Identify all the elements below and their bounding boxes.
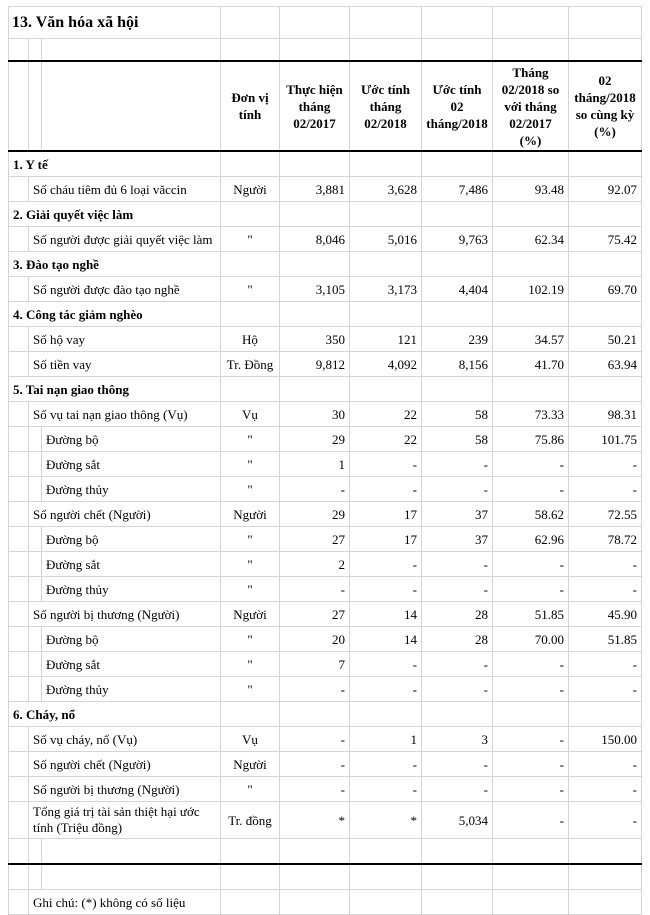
cell-c1: 350 xyxy=(280,327,350,352)
cell-c1: - xyxy=(280,677,350,702)
row-unit: " xyxy=(221,577,280,602)
row-unit: Tr. đồng xyxy=(221,802,280,839)
row-unit: " xyxy=(221,552,280,577)
cell-c3: - xyxy=(422,577,493,602)
cell-c2: - xyxy=(350,577,422,602)
cell-c2: * xyxy=(350,802,422,839)
cell-c4: - xyxy=(493,802,569,839)
cell-c5: 50.21 xyxy=(569,327,642,352)
table-row xyxy=(9,402,642,427)
cell-c3: - xyxy=(422,452,493,477)
table-row xyxy=(9,427,642,452)
cell-c2: - xyxy=(350,452,422,477)
header-unit: Đơn vị tính xyxy=(221,61,280,151)
row-unit: Vụ xyxy=(221,402,280,427)
cell-c4: - xyxy=(493,652,569,677)
cell-c2: - xyxy=(350,677,422,702)
cell-c5: - xyxy=(569,752,642,777)
table-row xyxy=(9,802,642,839)
table-row xyxy=(9,677,642,702)
note-row xyxy=(9,890,642,915)
cell-c2: - xyxy=(350,477,422,502)
row-unit: " xyxy=(221,477,280,502)
cell-c3: - xyxy=(422,652,493,677)
cell-c1: - xyxy=(280,752,350,777)
table-row xyxy=(9,727,642,752)
row-label: Số vụ cháy, nổ (Vụ) xyxy=(29,727,221,752)
section-title: 3. Đào tạo nghề xyxy=(9,252,221,277)
cell-c2: 5,016 xyxy=(350,227,422,252)
section-row xyxy=(9,252,642,277)
cell-c2: 22 xyxy=(350,402,422,427)
row-label: Số hộ vay xyxy=(29,327,221,352)
cell-c4: 62.34 xyxy=(493,227,569,252)
cell-c2: 17 xyxy=(350,502,422,527)
cell-c4: - xyxy=(493,727,569,752)
cell-c2: 121 xyxy=(350,327,422,352)
cell-c4: - xyxy=(493,752,569,777)
cell-c5: 45.90 xyxy=(569,602,642,627)
cell-c3: 3 xyxy=(422,727,493,752)
cell-c1: - xyxy=(280,727,350,752)
page-title: 13. Văn hóa xã hội xyxy=(9,7,221,39)
row-label: Số người chết (Người) xyxy=(29,502,221,527)
cell-c1: 20 xyxy=(280,627,350,652)
cell-c3: 37 xyxy=(422,502,493,527)
cell-c4: 41.70 xyxy=(493,352,569,377)
cell-c5: 101.75 xyxy=(569,427,642,452)
section-row xyxy=(9,302,642,327)
cell-c3: - xyxy=(422,752,493,777)
cell-c4: 73.33 xyxy=(493,402,569,427)
row-label: Đường bộ xyxy=(42,627,221,652)
table-row xyxy=(9,502,642,527)
row-label: Số vụ tai nạn giao thông (Vụ) xyxy=(29,402,221,427)
row-unit: " xyxy=(221,527,280,552)
row-label: Đường bộ xyxy=(42,427,221,452)
cell-c5: - xyxy=(569,677,642,702)
cell-c4: 102.19 xyxy=(493,277,569,302)
cell-c3: 4,404 xyxy=(422,277,493,302)
cell-c4: - xyxy=(493,577,569,602)
cell-c5: 92.07 xyxy=(569,177,642,202)
row-label: Đường thủy xyxy=(42,577,221,602)
cell-c1: 27 xyxy=(280,602,350,627)
row-label: Số người bị thương (Người) xyxy=(29,777,221,802)
cell-c3: 58 xyxy=(422,427,493,452)
table-row xyxy=(9,177,642,202)
table-row xyxy=(9,577,642,602)
cell-c3: 8,156 xyxy=(422,352,493,377)
row-label: Đường sắt xyxy=(42,652,221,677)
cell-c1: 29 xyxy=(280,427,350,452)
row-unit: Người xyxy=(221,502,280,527)
cell-c2: - xyxy=(350,752,422,777)
row-unit: " xyxy=(221,427,280,452)
cell-c3: - xyxy=(422,477,493,502)
cell-c5: 150.00 xyxy=(569,727,642,752)
cell-c4: 70.00 xyxy=(493,627,569,652)
cell-c3: 28 xyxy=(422,627,493,652)
cell-c5: - xyxy=(569,777,642,802)
section-title: 6. Cháy, nổ xyxy=(9,702,221,727)
statistics-table xyxy=(8,6,642,915)
cell-c4: - xyxy=(493,677,569,702)
row-unit: " xyxy=(221,677,280,702)
cell-c3: - xyxy=(422,552,493,577)
cell-c4: 34.57 xyxy=(493,327,569,352)
row-label: Đường thủy xyxy=(42,477,221,502)
row-unit: " xyxy=(221,452,280,477)
section-title: 4. Công tác giảm nghèo xyxy=(9,302,221,327)
cell-c3: 9,763 xyxy=(422,227,493,252)
cell-c2: 14 xyxy=(350,627,422,652)
header-feb-2018-vs-feb-2017: Tháng 02/2018 so với tháng 02/2017 (%) xyxy=(493,61,569,151)
table-row xyxy=(9,652,642,677)
header-row xyxy=(9,61,642,151)
row-label: Đường thủy xyxy=(42,677,221,702)
cell-c1: 9,812 xyxy=(280,352,350,377)
row-unit: Tr. Đồng xyxy=(221,352,280,377)
row-label: Đường sắt xyxy=(42,552,221,577)
row-unit: " xyxy=(221,652,280,677)
table-row xyxy=(9,277,642,302)
cell-c4: 58.62 xyxy=(493,502,569,527)
cell-c2: 14 xyxy=(350,602,422,627)
table-row xyxy=(9,627,642,652)
row-label: Số người được đào tạo nghề xyxy=(29,277,221,302)
cell-c1: 30 xyxy=(280,402,350,427)
cell-c1: 7 xyxy=(280,652,350,677)
table-row xyxy=(9,327,642,352)
row-label: Đường bộ xyxy=(42,527,221,552)
cell-c2: 17 xyxy=(350,527,422,552)
table-row xyxy=(9,452,642,477)
section-row xyxy=(9,377,642,402)
cell-c2: 3,628 xyxy=(350,177,422,202)
spacer-row xyxy=(9,39,642,62)
cell-c2: 1 xyxy=(350,727,422,752)
row-unit: Người xyxy=(221,752,280,777)
cell-c4: 62.96 xyxy=(493,527,569,552)
cell-c4: - xyxy=(493,777,569,802)
cell-c2: - xyxy=(350,652,422,677)
table-row xyxy=(9,777,642,802)
table-row xyxy=(9,352,642,377)
cell-c1: - xyxy=(280,577,350,602)
cell-c3: 5,034 xyxy=(422,802,493,839)
header-estimate-2-months-2018: Ước tính 02 tháng/2018 xyxy=(422,61,493,151)
cell-c5: 63.94 xyxy=(569,352,642,377)
section-title: 2. Giải quyết việc làm xyxy=(9,202,221,227)
cell-c3: - xyxy=(422,777,493,802)
spacer-row xyxy=(9,864,642,890)
cell-c3: 239 xyxy=(422,327,493,352)
section-row xyxy=(9,702,642,727)
cell-c1: 29 xyxy=(280,502,350,527)
cell-c2: 22 xyxy=(350,427,422,452)
cell-c2: - xyxy=(350,552,422,577)
row-label: Số người chết (Người) xyxy=(29,752,221,777)
row-unit: Người xyxy=(221,602,280,627)
cell-c4: 75.86 xyxy=(493,427,569,452)
cell-c4: 51.85 xyxy=(493,602,569,627)
header-2-months-yoy: 02 tháng/2018 so cùng kỳ (%) xyxy=(569,61,642,151)
cell-c5: 72.55 xyxy=(569,502,642,527)
row-label: Số tiền vay xyxy=(29,352,221,377)
table-row xyxy=(9,477,642,502)
row-unit: " xyxy=(221,777,280,802)
cell-c2: 3,173 xyxy=(350,277,422,302)
row-unit: Người xyxy=(221,177,280,202)
row-unit: " xyxy=(221,227,280,252)
cell-c5: - xyxy=(569,552,642,577)
cell-c4: 93.48 xyxy=(493,177,569,202)
cell-c1: 2 xyxy=(280,552,350,577)
cell-c3: 58 xyxy=(422,402,493,427)
row-label: Đường sắt xyxy=(42,452,221,477)
cell-c1: - xyxy=(280,477,350,502)
cell-c1: 3,105 xyxy=(280,277,350,302)
cell-c4: - xyxy=(493,552,569,577)
cell-c2: - xyxy=(350,777,422,802)
cell-c1: 3,881 xyxy=(280,177,350,202)
row-unit: Vụ xyxy=(221,727,280,752)
cell-c1: * xyxy=(280,802,350,839)
cell-c5: - xyxy=(569,452,642,477)
section-row xyxy=(9,151,642,177)
cell-c1: - xyxy=(280,777,350,802)
section-row xyxy=(9,202,642,227)
section-title: 1. Y tế xyxy=(9,151,221,177)
cell-c3: 37 xyxy=(422,527,493,552)
header-estimate-feb-2018: Ước tính tháng 02/2018 xyxy=(350,61,422,151)
table-row xyxy=(9,602,642,627)
row-label: Số người được giải quyết việc làm xyxy=(29,227,221,252)
row-label: Số người bị thương (Người) xyxy=(29,602,221,627)
cell-c5: 51.85 xyxy=(569,627,642,652)
row-unit: Hộ xyxy=(221,327,280,352)
cell-c1: 8,046 xyxy=(280,227,350,252)
row-label: Số cháu tiêm đủ 6 loại văccin xyxy=(29,177,221,202)
cell-c5: - xyxy=(569,577,642,602)
footnote: Ghi chú: (*) không có số liệu xyxy=(29,890,221,915)
cell-c3: 28 xyxy=(422,602,493,627)
cell-c5: - xyxy=(569,477,642,502)
cell-c5: 78.72 xyxy=(569,527,642,552)
row-unit: " xyxy=(221,277,280,302)
cell-c5: 98.31 xyxy=(569,402,642,427)
table-row xyxy=(9,227,642,252)
table-row xyxy=(9,552,642,577)
cell-c1: 1 xyxy=(280,452,350,477)
section-title: 5. Tai nạn giao thông xyxy=(9,377,221,402)
cell-c3: - xyxy=(422,677,493,702)
row-unit: " xyxy=(221,627,280,652)
cell-c5: 75.42 xyxy=(569,227,642,252)
cell-c1: 27 xyxy=(280,527,350,552)
cell-c4: - xyxy=(493,452,569,477)
spacer-row xyxy=(9,839,642,865)
cell-c5: 69.70 xyxy=(569,277,642,302)
cell-c2: 4,092 xyxy=(350,352,422,377)
cell-c4: - xyxy=(493,477,569,502)
row-label: Tổng giá trị tài sản thiệt hại ước tính (Triệu đồng) xyxy=(29,802,221,839)
table-row xyxy=(9,752,642,777)
table-row xyxy=(9,527,642,552)
cell-c3: 7,486 xyxy=(422,177,493,202)
title-row xyxy=(9,7,642,39)
cell-c5: - xyxy=(569,652,642,677)
header-actual-feb-2017: Thực hiện tháng 02/2017 xyxy=(280,61,350,151)
cell-c5: - xyxy=(569,802,642,839)
